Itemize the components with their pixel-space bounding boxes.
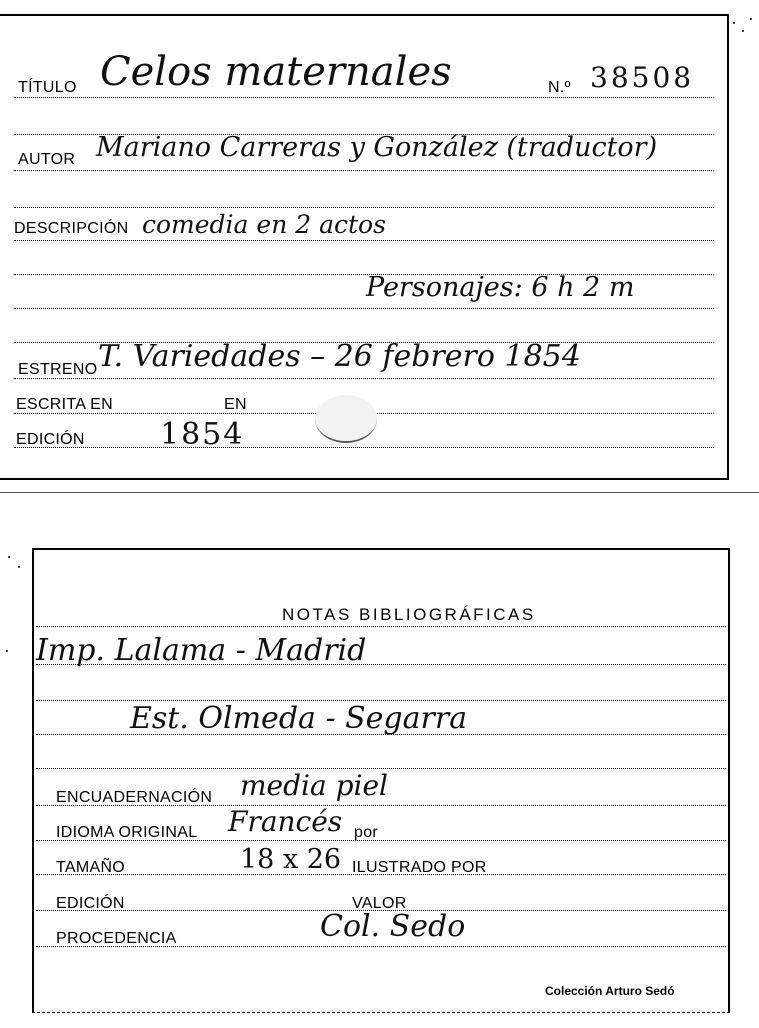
personajes-value: Personajes: 6 h 2 m (366, 272, 635, 303)
procedencia-label: PROCEDENCIA (56, 930, 177, 947)
numero-label: N.º (548, 79, 571, 96)
descripcion-value: comedia en 2 actos (142, 210, 386, 239)
punch-hole-mark (315, 395, 377, 443)
note-line-1: Imp. Lalama - Madrid (36, 633, 367, 668)
scan-speck (750, 18, 752, 20)
tamano-label: TAMAÑO (56, 859, 126, 876)
tamano-value: 18 x 26 (240, 844, 342, 875)
edicion-label: EDICIÓN (16, 431, 85, 448)
encuadernacion-value: media piel (240, 769, 388, 802)
rule-line (14, 308, 714, 309)
scan-speck (742, 30, 744, 32)
scan-speck (8, 556, 10, 558)
card-separator (0, 492, 759, 493)
encuadernacion-label: ENCUADERNACIÓN (56, 789, 213, 806)
estreno-label: ESTRENO (18, 361, 98, 378)
autor-label: AUTOR (18, 151, 76, 168)
idioma-label: IDIOMA ORIGINAL (56, 824, 198, 841)
titulo-value: Celos maternales (100, 49, 452, 95)
autor-value: Mariano Carreras y González (traductor) (96, 132, 658, 163)
notas-heading: NOTAS BIBLIOGRÁFICAS (282, 605, 536, 624)
rule-line (14, 170, 714, 171)
por-label: por (354, 824, 379, 841)
note-line-2: Est. Olmeda - Segarra (130, 701, 468, 736)
scan-speck (6, 650, 8, 652)
scan-speck (733, 22, 735, 24)
rule-line (14, 447, 714, 448)
rule-line (14, 207, 714, 208)
estreno-value: T. Variedades – 26 febrero 1854 (98, 339, 581, 374)
rule-line (14, 240, 714, 241)
titulo-label: TÍTULO (18, 79, 77, 96)
idioma-value: Francés (228, 805, 343, 838)
descripcion-label: DESCRIPCIÓN (14, 220, 129, 237)
rule-line (14, 97, 714, 98)
escrita-en-label: ESCRITA EN (16, 396, 113, 413)
valor-label: VALOR (352, 895, 407, 912)
rule-line (14, 378, 714, 379)
rule-line (36, 626, 726, 627)
ilustrado-label: ILUSTRADO POR (352, 859, 487, 876)
en-label: EN (224, 396, 247, 413)
collection-credit: Colección Arturo Sedó (545, 984, 675, 998)
scan-speck (18, 566, 20, 568)
procedencia-value: Col. Sedo (320, 909, 466, 944)
numero-value: 38508 (590, 61, 695, 94)
edicion-value: 1854 (160, 417, 245, 452)
edicion-label-bottom: EDICIÓN (56, 895, 125, 912)
